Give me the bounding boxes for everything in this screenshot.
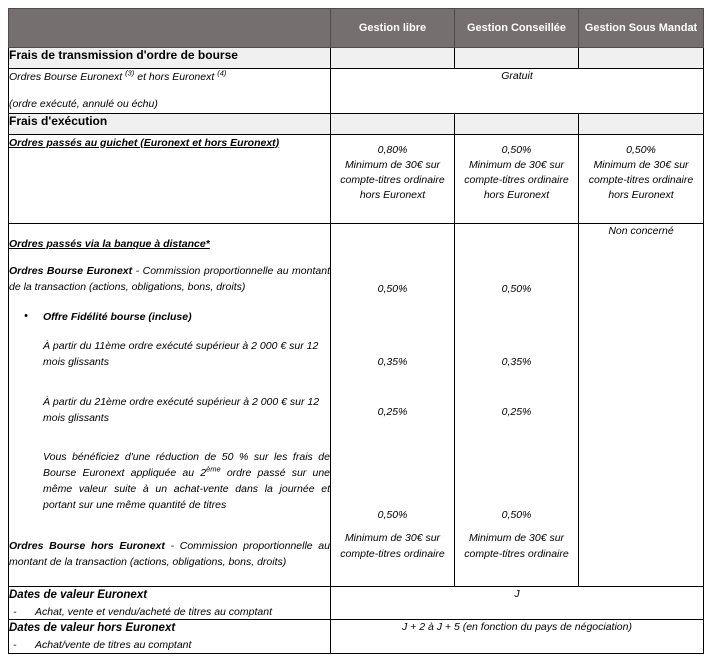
value-guichet-libre-minimum: Minimum de 30€ sur compte-titres ordinaire hors Euronext xyxy=(340,158,445,202)
section-band-execution xyxy=(9,113,704,134)
dates-euronext-title: Dates de valeur Euronext xyxy=(9,588,148,601)
band-empty-exec-conseillee xyxy=(455,113,579,134)
value-hors-euronext-conseillee-minimum: Minimum de 30€ sur compte-titres ordinaire xyxy=(464,532,569,560)
fidelite-reduction-b: ordre passé sur une même valeur suite à un achat-vente dans la journée et portant sur une même quantité de titres xyxy=(43,466,330,512)
band-empty-conseillee xyxy=(455,48,579,69)
band-empty-exec-mandat xyxy=(579,113,704,134)
fidelite-tier-2-text: À partir du 21ème ordre exécuté supérieur à 2 000 € sur 12 mois glissants xyxy=(43,396,320,425)
banque-distance-euronext-rest: - Commission proportionnelle au montant de la transaction (actions, obligations, bons, droits) xyxy=(9,264,330,294)
row-label-guichet xyxy=(9,134,331,223)
table-header-row xyxy=(9,9,704,48)
dates-hors-euronext-detail-row xyxy=(9,638,330,653)
value-guichet-mandat-rate: 0,50% xyxy=(626,143,656,156)
row-label-banque-distance xyxy=(9,223,331,586)
band-label-transmission: Frais de transmission d'ordre de bourse xyxy=(9,48,331,69)
value-guichet-mandat xyxy=(579,134,704,223)
dates-euronext-detail-row xyxy=(9,605,330,620)
bullet-icon: • xyxy=(24,310,28,323)
value-guichet-conseillee xyxy=(455,134,579,223)
banque-distance-euronext-bold: Ordres Bourse Euronext xyxy=(9,264,133,277)
header-cell-blank xyxy=(9,9,331,48)
header-cell-gestion-libre: Gestion libre xyxy=(331,9,455,48)
value-euronext-conseillee-rate: 0,50% xyxy=(501,282,532,295)
footnote-marker-4: (4) xyxy=(217,68,227,78)
value-guichet-conseillee-rate: 0,50% xyxy=(501,143,532,156)
banque-distance-euronext-paragraph xyxy=(9,263,330,296)
dates-hors-euronext-detail: Achat/vente de titres au comptant xyxy=(35,639,192,652)
header-cell-gestion-sous-mandat: Gestion Sous Mandat xyxy=(579,9,704,48)
banque-distance-hors-euronext-paragraph xyxy=(9,538,330,571)
transmission-line-1 xyxy=(9,69,330,85)
table-row-banque-distance xyxy=(9,223,704,586)
dates-euronext-detail: Achat, vente et vendu/acheté de titres au comptant xyxy=(35,605,272,618)
banque-distance-heading: Ordres passés via la banque à distance* xyxy=(9,237,210,250)
value-tier-1-conseillee-rate: 0,35% xyxy=(501,355,532,368)
table-row-dates-euronext xyxy=(9,586,704,620)
value-tier-1-libre-rate: 0,35% xyxy=(377,355,408,368)
value-hors-euronext-conseillee-rate: 0,50% xyxy=(501,509,532,522)
row-label-dates-euronext xyxy=(9,586,331,620)
value-tier-2-libre-rate: 0,25% xyxy=(377,405,408,418)
fidelite-bullet-row xyxy=(9,309,330,325)
value-hors-euronext-libre-minimum: Minimum de 30€ sur compte-titres ordinaire xyxy=(340,532,445,560)
value-banque-distance-conseillee xyxy=(455,223,579,586)
value-guichet-libre-rate: 0,80% xyxy=(377,143,408,156)
dates-hors-euronext-title: Dates de valeur hors Euronext xyxy=(9,622,176,635)
value-euronext-libre-rate: 0,50% xyxy=(377,282,408,295)
value-guichet-conseillee-minimum: Minimum de 30€ sur compte-titres ordinaire hors Euronext xyxy=(464,158,569,202)
transmission-line-2: (ordre exécuté, annulé ou échu) xyxy=(9,98,158,111)
fidelite-reduction-text xyxy=(43,449,330,514)
section-band-transmission xyxy=(9,48,704,69)
value-guichet-libre xyxy=(331,134,455,223)
value-tier-2-conseillee-rate: 0,25% xyxy=(501,405,532,418)
band-empty-libre xyxy=(331,48,455,69)
value-transmission-all: Gratuit xyxy=(331,69,704,114)
value-dates-hors-euronext-all: J + 2 à J + 5 (en fonction du pays de négociation) xyxy=(331,620,704,654)
row-label-transmission-orders xyxy=(9,69,331,114)
banque-distance-hors-bold: Ordres Bourse hors Euronext xyxy=(9,539,165,552)
transmission-line-1-b: et hors Euronext xyxy=(134,71,218,83)
footnote-marker-3: (3) xyxy=(125,68,135,78)
fees-table xyxy=(8,8,704,654)
fidelite-reduction-a: Vous bénéficiez d'une réduction de 50 % sur les frais de Bourse Euronext appliquée au 2 xyxy=(43,450,330,479)
ordinal-superscript-eme: ème xyxy=(206,464,221,474)
transmission-line-1-a: Ordres Bourse Euronext xyxy=(9,71,126,83)
value-banque-distance-libre xyxy=(331,223,455,586)
fidelite-offer-label: Offre Fidélité bourse (incluse) xyxy=(43,311,192,324)
value-hors-euronext-libre-rate: 0,50% xyxy=(377,509,408,522)
banque-distance-hors-rest: - Commission proportionnelle au montant de la transaction (actions, obligations, bons, droits) xyxy=(9,539,330,568)
row-label-dates-hors-euronext xyxy=(9,620,331,654)
band-label-execution: Frais d'exécution xyxy=(9,113,331,134)
guichet-label-text: Ordres passés au guichet (Euronext et hors Euronext) xyxy=(9,136,280,149)
table-row-transmission-orders xyxy=(9,69,704,114)
band-empty-exec-libre xyxy=(331,113,455,134)
header-cell-gestion-conseillee: Gestion Conseillée xyxy=(455,9,579,48)
dash-marker-hors-euronext: - xyxy=(13,639,17,652)
value-guichet-mandat-minimum: Minimum de 30€ sur compte-titres ordinaire hors Euronext xyxy=(588,158,694,202)
table-row-guichet xyxy=(9,134,704,223)
band-empty-mandat xyxy=(579,48,704,69)
value-banque-distance-mandat: Non concerné xyxy=(579,223,704,586)
fidelite-tier-1-text: À partir du 11ème ordre exécuté supérieur à 2 000 € sur 12 mois glissants xyxy=(43,339,319,368)
value-dates-euronext-all: J xyxy=(331,586,704,620)
table-row-dates-hors-euronext xyxy=(9,620,704,654)
dash-marker-euronext: - xyxy=(13,605,17,618)
